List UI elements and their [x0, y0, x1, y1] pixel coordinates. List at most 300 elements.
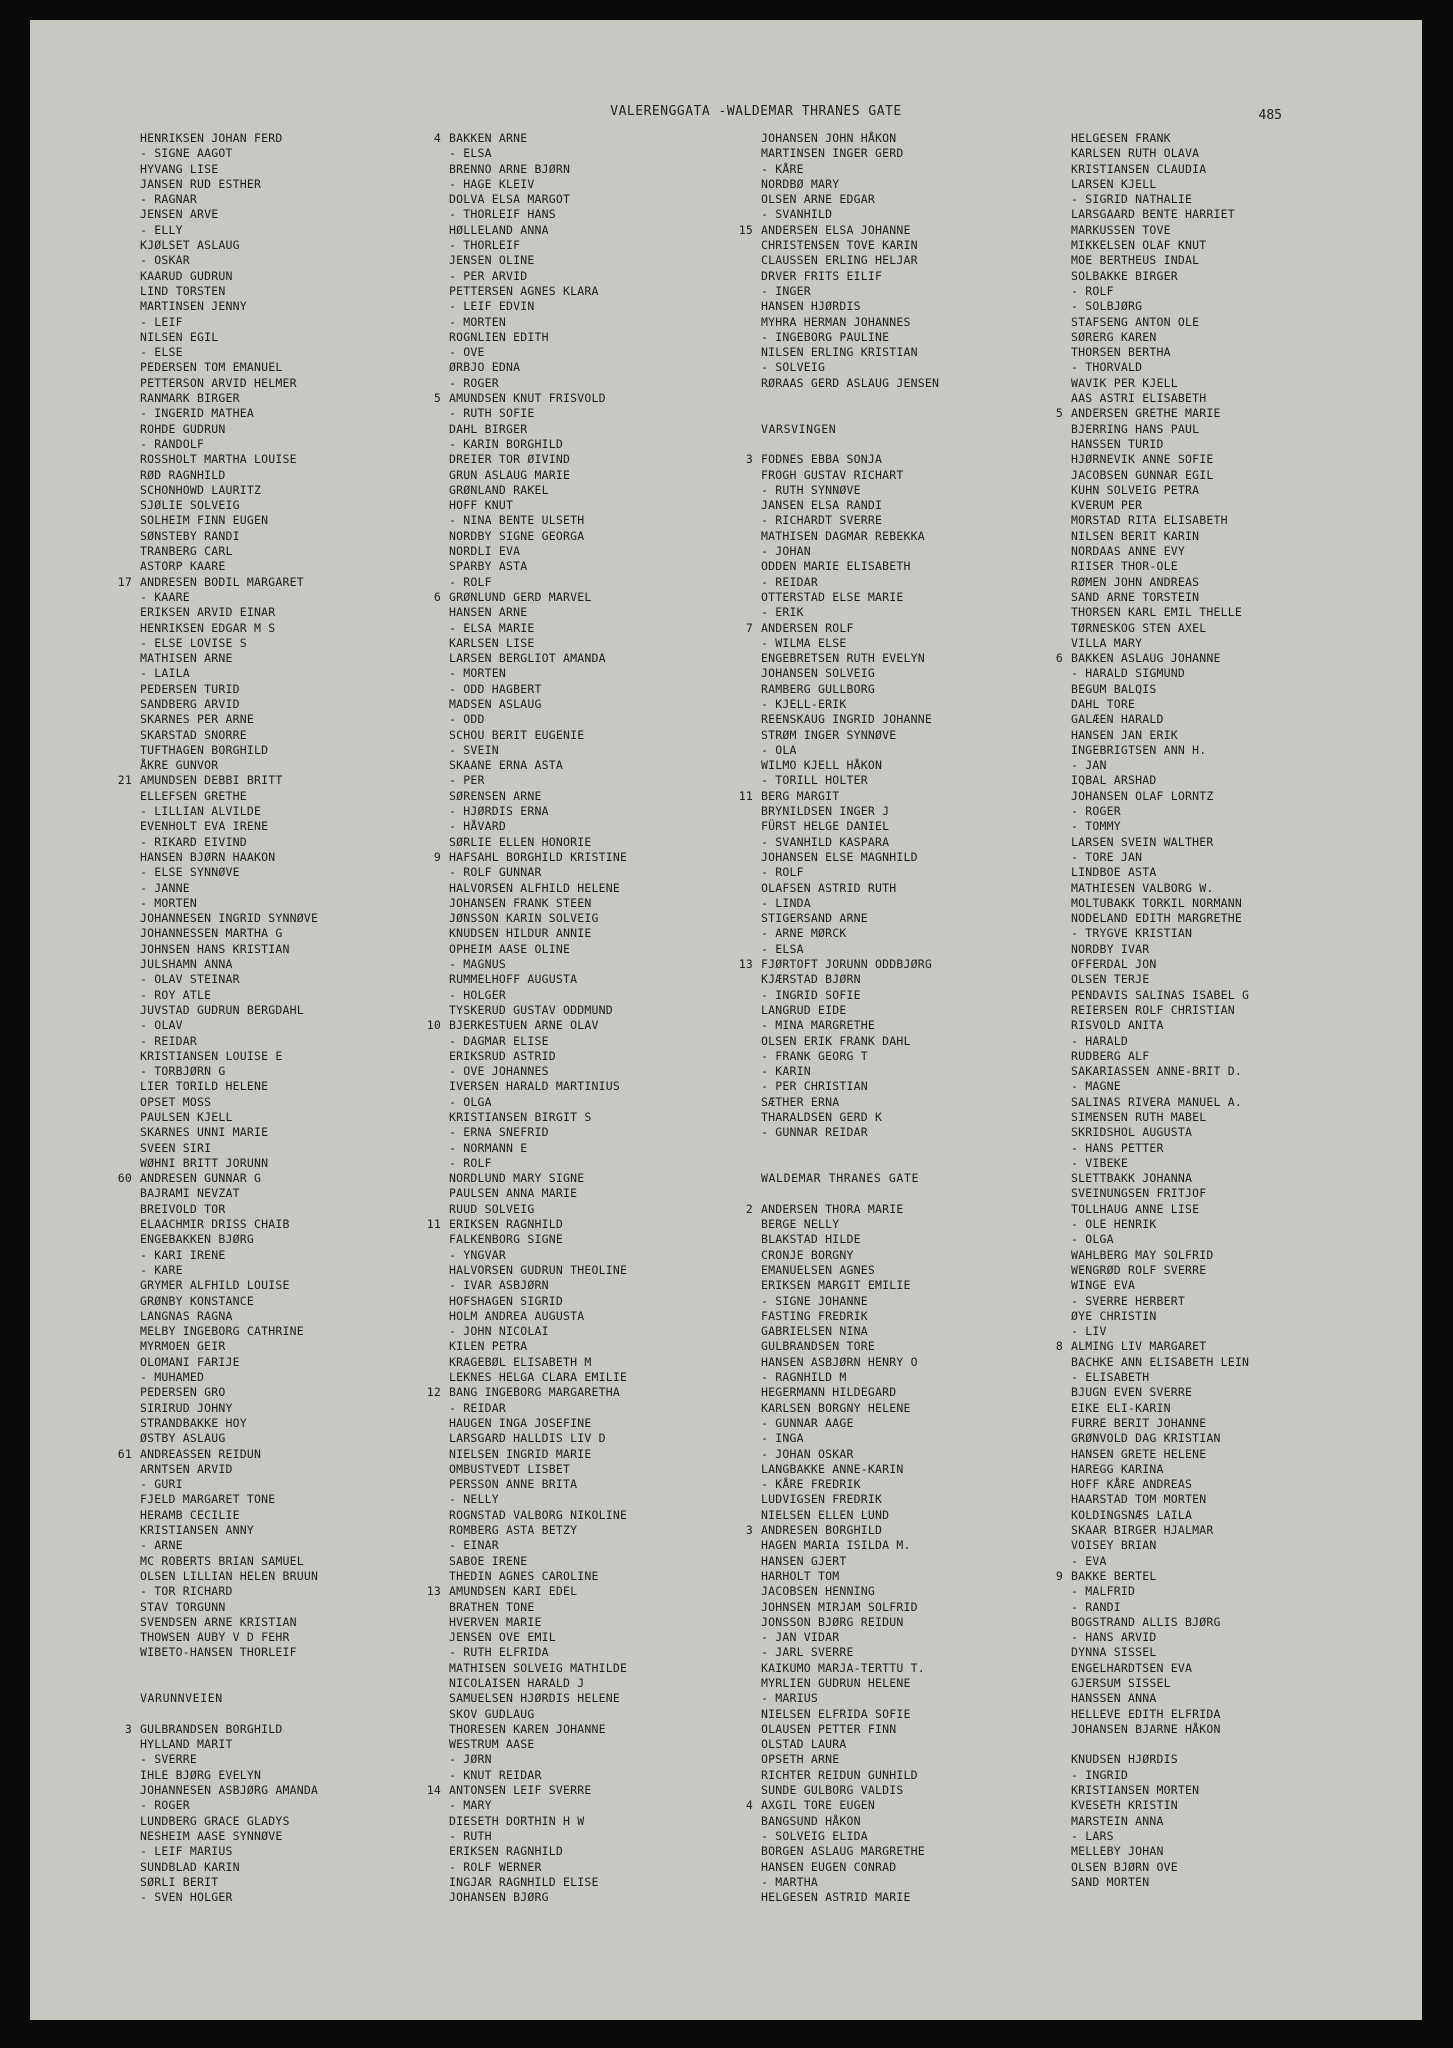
resident-entry [449, 1294, 759, 1309]
resident-entry [761, 1875, 1071, 1890]
column-3 [738, 131, 1071, 1905]
resident-name: - LARS [1071, 1828, 1114, 1843]
resident-entry [761, 1584, 1071, 1599]
resident-name: BANGSUND HÅKON [761, 1813, 861, 1828]
resident-name: DREIER TOR ØIVIND [449, 452, 571, 467]
resident-name: KJØLSET ASLAUG [140, 238, 240, 253]
resident-entry [140, 1217, 450, 1232]
resident-name: FASTING FREDRIK [761, 1308, 868, 1323]
resident-entry [1071, 1156, 1381, 1171]
house-number: 5 [433, 391, 441, 406]
resident-name: - VIBEKE [1071, 1155, 1128, 1170]
resident-name: HANSEN BJØRN HAAKON [140, 849, 276, 864]
resident-name: HANSEN GJERT [761, 1553, 847, 1568]
resident-entry [1071, 988, 1381, 1003]
resident-name: FJØRTOFT JORUNN ODDBJØRG [761, 957, 932, 972]
resident-entry [761, 942, 1071, 957]
resident-name: SAND ARNE TORSTEIN [1071, 589, 1200, 604]
resident-name: FÜRST HELGE DANIEL [761, 819, 890, 834]
resident-name: BAJRAMI NEVZAT [140, 1186, 240, 1201]
resident-name: HYLLAND MARIT [140, 1737, 233, 1752]
resident-entry [1071, 636, 1381, 651]
resident-name: PEDERSEN GRO [140, 1385, 226, 1400]
resident-entry [140, 1860, 450, 1875]
resident-entry [761, 1661, 1071, 1676]
resident-entry [449, 238, 759, 253]
resident-entry [449, 146, 759, 161]
resident-entry [761, 819, 1071, 834]
resident-name: INGJAR RAGNHILD ELISE [449, 1874, 599, 1889]
resident-entry [761, 284, 1071, 299]
resident-entry [449, 1829, 759, 1844]
house-number: 17 [117, 574, 132, 589]
resident-entry [449, 835, 759, 850]
resident-entry [140, 269, 450, 284]
resident-entry [761, 1844, 1071, 1859]
resident-entry [761, 1385, 1071, 1400]
resident-name: BLAKSTAD HILDE [761, 1232, 861, 1247]
resident-name: NORDBØ MARY [761, 176, 840, 191]
resident-entry [761, 1125, 1071, 1140]
resident-entry [449, 1079, 759, 1094]
resident-entry [449, 972, 759, 987]
resident-entry [449, 728, 759, 743]
resident-entry [449, 498, 759, 513]
resident-name: RØD RAGNHILD [140, 467, 226, 482]
resident-entry [140, 850, 450, 865]
resident-entry [449, 1339, 759, 1354]
house-number: 4 [745, 1798, 753, 1813]
resident-entry [1071, 1186, 1381, 1201]
resident-name: SAND MORTEN [1071, 1874, 1150, 1889]
resident-entry [761, 743, 1071, 758]
resident-entry [1071, 1049, 1381, 1064]
resident-name: SVEEN SIRI [140, 1140, 212, 1155]
resident-name: HAREGG KARINA [1071, 1461, 1164, 1476]
resident-name: - ELLY [140, 222, 183, 237]
resident-name: GULBRANDSEN TORE [761, 1339, 875, 1354]
resident-entry [1071, 452, 1381, 467]
resident-name: HANSEN ARNE [449, 605, 528, 620]
resident-name: SIRIRUD JOHNY [140, 1400, 233, 1415]
resident-name: MELLEBY JOHAN [1071, 1844, 1164, 1859]
resident-entry [1071, 559, 1381, 574]
resident-entry [1071, 513, 1381, 528]
resident-entry [761, 131, 1071, 146]
resident-name: HANSSEN TURID [1071, 436, 1164, 451]
resident-entry [140, 1309, 450, 1324]
resident-entry [1071, 238, 1381, 253]
resident-name: HJØRNEVIK ANNE SOFIE [1071, 452, 1214, 467]
resident-name: - REIDAR [140, 1033, 197, 1048]
resident-name: AMUNDSEN KNUT FRISVOLD [449, 391, 606, 406]
resident-entry [140, 1844, 450, 1859]
resident-entry [1071, 146, 1381, 161]
resident-entry [140, 391, 450, 406]
resident-entry [449, 605, 759, 620]
resident-name: GRØNLAND RAKEL [449, 482, 549, 497]
resident-entry [449, 1645, 759, 1660]
resident-name: - INGEBORG PAULINE [761, 329, 890, 344]
resident-entry [140, 1401, 450, 1416]
resident-entry [140, 406, 450, 421]
resident-entry [140, 376, 450, 391]
resident-entry [449, 1768, 759, 1783]
resident-entry [140, 1186, 450, 1201]
resident-entry [449, 315, 759, 330]
resident-entry [1071, 1554, 1381, 1569]
resident-entry [140, 712, 450, 727]
resident-entry [1071, 1661, 1381, 1676]
resident-entry [449, 1707, 759, 1722]
resident-name: - ELSE SYNNØVE [140, 865, 240, 880]
resident-entry [761, 575, 1071, 590]
resident-name: RUUD SOLVEIG [449, 1201, 535, 1216]
resident-entry [1071, 972, 1381, 987]
resident-entry [761, 972, 1071, 987]
resident-name: - MINA MARGRETHE [761, 1018, 875, 1033]
blank-line [140, 1676, 450, 1691]
resident-entry [738, 222, 1071, 238]
resident-name: JOHANSEN FRANK STEEN [449, 895, 592, 910]
resident-name: NILSEN BERIT KARIN [1071, 528, 1200, 543]
resident-entry [761, 1860, 1071, 1875]
resident-name: GJERSUM SISSEL [1071, 1675, 1171, 1690]
resident-name: - JAN VIDAR [761, 1630, 840, 1645]
resident-name: DRVER FRITS EILIF [761, 268, 883, 283]
resident-entry [761, 1829, 1071, 1844]
resident-name: SKAANE ERNA ASTA [449, 758, 563, 773]
resident-name: STAFSENG ANTON OLE [1071, 314, 1200, 329]
resident-entry [761, 758, 1071, 773]
resident-name: SKOV GUDLAUG [449, 1706, 535, 1721]
resident-name: - WILMA ELSE [761, 635, 847, 650]
resident-name: FURRE BERIT JOHANNE [1071, 1415, 1207, 1430]
house-number: 13 [426, 1584, 441, 1599]
resident-entry [140, 1431, 450, 1446]
resident-name: ANDERSEN THORA MARIE [761, 1201, 904, 1216]
resident-entry [761, 1324, 1071, 1339]
resident-name: - ROLF [1071, 283, 1114, 298]
resident-name: ASTORP KAARE [140, 559, 226, 574]
resident-entry [761, 1248, 1071, 1263]
resident-entry [1071, 1875, 1381, 1890]
resident-entry [140, 789, 450, 804]
resident-name: HELGESEN FRANK [1071, 131, 1171, 145]
resident-entry [140, 1355, 450, 1370]
resident-name: OLAFSEN ASTRID RUTH [761, 880, 897, 895]
resident-name: WAHLBERG MAY SOLFRID [1071, 1247, 1214, 1262]
resident-name: BAKKEN ASLAUG JOHANNE [1071, 651, 1221, 666]
resident-entry [426, 1584, 759, 1599]
resident-entry [1071, 1079, 1381, 1094]
house-number: 61 [117, 1446, 132, 1461]
resident-entry [449, 926, 759, 941]
resident-name: MELBY INGEBORG CATHRINE [140, 1324, 304, 1339]
resident-name: GABRIELSEN NINA [761, 1324, 868, 1339]
resident-entry [140, 1462, 450, 1477]
resident-entry [1071, 544, 1381, 559]
resident-entry [449, 1309, 759, 1324]
resident-entry [449, 773, 759, 788]
resident-name: - ROGER [140, 1798, 190, 1813]
resident-entry [761, 1034, 1071, 1049]
resident-entry [140, 1829, 450, 1844]
resident-entry [449, 360, 759, 375]
resident-name: - OLAV [140, 1018, 183, 1033]
resident-name: SOLHEIM FINN EUGEN [140, 513, 269, 528]
resident-name: KAIKUMO MARJA-TERTTU T. [761, 1660, 925, 1675]
resident-entry [761, 697, 1071, 712]
resident-entry [761, 773, 1071, 788]
resident-entry [761, 1600, 1071, 1615]
resident-entry [140, 911, 450, 926]
resident-entry [1071, 1477, 1381, 1492]
resident-entry [761, 498, 1071, 513]
resident-entry [449, 1569, 759, 1584]
resident-name: JØNSSON KARIN SOLVEIG [449, 911, 599, 926]
resident-name: LINDBOE ASTA [1071, 865, 1157, 880]
resident-entry [449, 1202, 759, 1217]
resident-name: SØNSTEBY RANDI [140, 528, 240, 543]
resident-name: HERAMB CECILIE [140, 1507, 240, 1522]
resident-name: TØRNESKOG STEN AXEL [1071, 620, 1207, 635]
resident-name: KRISTIANSEN BIRGIT S [449, 1110, 592, 1124]
street-heading [761, 422, 1071, 437]
resident-name: - NORMANN E [449, 1140, 528, 1155]
resident-entry [449, 1324, 759, 1339]
resident-entry [140, 223, 450, 238]
resident-entry [449, 1186, 759, 1201]
resident-entry [1071, 1217, 1381, 1232]
resident-name: ROMBERG ASTA BETZY [449, 1523, 578, 1538]
resident-name: HELLEVE EDITH ELFRIDA [1071, 1706, 1221, 1721]
resident-name: JOHANSEN ELSE MAGNHILD [761, 849, 918, 864]
resident-entry [761, 1676, 1071, 1691]
resident-entry [140, 972, 450, 987]
resident-entry [761, 529, 1071, 544]
resident-entry [449, 1355, 759, 1370]
resident-entry [761, 850, 1071, 865]
resident-name: SAMUELSEN HJØRDIS HELENE [449, 1691, 620, 1706]
resident-entry [449, 376, 759, 391]
resident-entry [140, 1783, 450, 1798]
resident-entry [1055, 1339, 1381, 1354]
house-number: 7 [745, 620, 753, 635]
resident-entry [449, 1248, 759, 1263]
resident-name: ANDRESEN BORGHILD [761, 1523, 883, 1538]
resident-entry [761, 1003, 1071, 1018]
resident-name: - KARIN [761, 1064, 811, 1079]
resident-name: HOFF KÅRE ANDREAS [1071, 1477, 1193, 1492]
resident-entry [140, 1752, 450, 1767]
resident-entry [140, 651, 450, 666]
resident-entry [1071, 315, 1381, 330]
resident-entry [738, 788, 1071, 804]
resident-name: NORDBY IVAR [1071, 941, 1150, 956]
resident-name: - SIGNE AAGOT [140, 146, 233, 161]
resident-name: HEGERMANN HILDEGARD [761, 1385, 897, 1400]
resident-name: OPSET MOSS [140, 1094, 212, 1109]
resident-entry [761, 988, 1071, 1003]
resident-entry [140, 1523, 450, 1538]
resident-entry [449, 330, 759, 345]
resident-name: - SOLBJØRG [1071, 299, 1143, 314]
resident-name: - OVE JOHANNES [449, 1064, 549, 1079]
resident-entry [761, 1737, 1071, 1752]
resident-name: - MORTEN [449, 314, 506, 329]
resident-name: BOGSTRAND ALLIS BJØRG [1071, 1614, 1221, 1629]
resident-entry [140, 1248, 450, 1263]
resident-name: - MAGNUS [449, 957, 506, 972]
resident-entry [1071, 468, 1381, 483]
resident-entry [449, 162, 759, 177]
resident-name: KVESETH KRISTIN [1071, 1798, 1178, 1813]
resident-name: HOFF KNUT [449, 498, 514, 513]
resident-entry [449, 422, 759, 437]
resident-entry [449, 789, 759, 804]
resident-name: RAMBERG GULLBORG [761, 681, 875, 696]
resident-name: JOHANSEN JOHN HÅKON [761, 131, 897, 145]
blank-line [761, 1156, 1071, 1171]
resident-name: GRUN ASLAUG MARIE [449, 467, 571, 482]
resident-name: OLAUSEN PETTER FINN [761, 1721, 897, 1736]
resident-entry [449, 1447, 759, 1462]
resident-name: BANG INGEBORG MARGARETHA [449, 1385, 620, 1400]
resident-entry [449, 651, 759, 666]
resident-entry [1071, 1645, 1381, 1660]
resident-name: MORSTAD RITA ELISABETH [1071, 513, 1228, 528]
resident-entry [1071, 1814, 1381, 1829]
resident-name: ELAACHMIR DRISS CHAIB [140, 1217, 290, 1232]
resident-name: SKARSTAD SNORRE [140, 727, 247, 742]
resident-name: - ROLF GUNNAR [449, 865, 542, 880]
resident-entry [1071, 743, 1381, 758]
resident-entry [117, 1446, 450, 1462]
resident-name: KNUDSEN HJØRDIS [1071, 1752, 1178, 1767]
resident-entry [426, 1385, 759, 1400]
resident-name: OLSTAD LAURA [761, 1737, 847, 1752]
resident-name: - SVEN HOLGER [140, 1890, 233, 1905]
resident-name: - RAGNAR [140, 192, 197, 207]
resident-entry [1071, 223, 1381, 238]
resident-name: SABOE IRENE [449, 1553, 528, 1568]
resident-name: GALÆEN HARALD [1071, 712, 1164, 727]
resident-entry [140, 1232, 450, 1247]
resident-entry [449, 1049, 759, 1064]
resident-entry [140, 238, 450, 253]
resident-name: KARLSEN LISE [449, 635, 535, 650]
resident-entry [761, 1890, 1071, 1905]
resident-entry [761, 1095, 1071, 1110]
resident-name: SALINAS RIVERA MANUEL A. [1071, 1094, 1242, 1109]
resident-name: JONSSON BJØRG REIDUN [761, 1614, 904, 1629]
resident-name: ØSTBY ASLAUG [140, 1431, 226, 1446]
resident-entry [1071, 1171, 1381, 1186]
house-number: 3 [124, 1721, 132, 1736]
resident-entry [449, 1798, 759, 1813]
resident-entry [761, 559, 1071, 574]
resident-entry [761, 1722, 1071, 1737]
resident-entry [140, 865, 450, 880]
resident-name: - INGRID [1071, 1767, 1128, 1782]
resident-name: - REIDAR [449, 1400, 506, 1415]
resident-entry [140, 498, 450, 513]
resident-name: KJÆRSTAD BJØRN [761, 972, 861, 987]
resident-name: ENGEBAKKEN BJØRG [140, 1232, 254, 1247]
resident-name: ENGEBRETSEN RUTH EVELYN [761, 651, 925, 666]
resident-entry [1071, 957, 1381, 972]
resident-entry [140, 1156, 450, 1171]
resident-name: - KARI IRENE [140, 1247, 226, 1262]
resident-entry [1071, 819, 1381, 834]
resident-entry [1071, 942, 1381, 957]
resident-entry [761, 544, 1071, 559]
resident-entry [761, 1401, 1071, 1416]
resident-name: HOLM ANDREA AUGUSTA [449, 1308, 585, 1323]
resident-name: BERG MARGIT [761, 788, 840, 803]
resident-name: HANSEN JAN ERIK [1071, 727, 1178, 742]
resident-name: GRØNLUND GERD MARVEL [449, 589, 592, 604]
resident-entry [761, 269, 1071, 284]
resident-entry [140, 728, 450, 743]
resident-entry [1071, 360, 1381, 375]
resident-name: - PER CHRISTIAN [761, 1079, 868, 1094]
resident-entry [761, 1645, 1071, 1660]
resident-name: ROSSHOLT MARTHA LOUISE [140, 452, 297, 467]
resident-name: FALKENBORG SIGNE [449, 1232, 563, 1247]
resident-name: HAARSTAD TOM MORTEN [1071, 1492, 1207, 1507]
resident-name: PAULSEN KJELL [140, 1110, 233, 1124]
resident-entry [761, 1477, 1071, 1492]
resident-entry [761, 1492, 1071, 1507]
resident-entry [761, 1263, 1071, 1278]
resident-entry [1071, 896, 1381, 911]
resident-entry [140, 299, 450, 314]
resident-name: - ODD HAGBERT [449, 681, 542, 696]
resident-name: JOHANSEN SOLVEIG [761, 666, 875, 681]
resident-entry [449, 1034, 759, 1049]
resident-name: WØHNI BRITT JORUNN [140, 1155, 269, 1170]
resident-name: - RANDI [1071, 1599, 1121, 1614]
resident-entry [449, 881, 759, 896]
resident-name: MC ROBERTS BRIAN SAMUEL [140, 1553, 304, 1568]
resident-name: EIKE ELI-KARIN [1071, 1400, 1171, 1415]
resident-name: MARKUSSEN TOVE [1071, 222, 1171, 237]
resident-entry [1071, 1141, 1381, 1156]
resident-name: KRISTIANSEN LOUISE E [140, 1048, 283, 1063]
resident-name: HANSEN EUGEN CONRAD [761, 1859, 897, 1874]
resident-name: - INGA [761, 1431, 804, 1446]
resident-name: MOE BERTHEUS INDAL [1071, 253, 1200, 268]
resident-name: RIISER THOR-OLE [1071, 559, 1178, 574]
resident-entry [449, 1890, 759, 1905]
column-1 [117, 131, 450, 1905]
house-number: 8 [1055, 1339, 1063, 1354]
resident-name: - TOMMY [1071, 819, 1121, 834]
resident-entry [140, 697, 450, 712]
resident-entry [449, 1844, 759, 1859]
resident-entry [449, 1538, 759, 1553]
resident-name: - HÅVARD [449, 819, 506, 834]
resident-entry [761, 1538, 1071, 1553]
resident-name: WESTRUM AASE [449, 1737, 535, 1752]
resident-name: - LEIF EDVIN [449, 299, 535, 314]
resident-entry [140, 1125, 450, 1140]
resident-entry [1055, 651, 1381, 666]
resident-name: TRANBERG CARL [140, 544, 233, 559]
resident-name: DOLVA ELSA MARGOT [449, 192, 571, 207]
